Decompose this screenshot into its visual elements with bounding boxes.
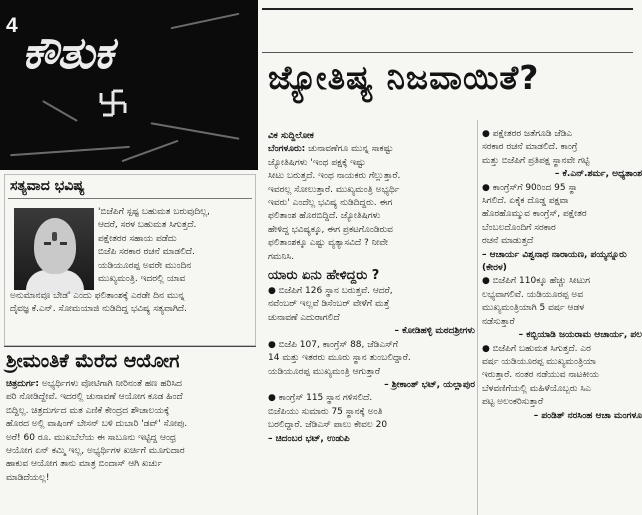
prediction-byline: – ಕಬ್ಬಿಯಾಡಿ ಜಯರಾಮ ಆಚಾರ್ಯ, ಪಲ [518,330,642,341]
top-rule [262,8,633,10]
prediction-item: ● ಬಿಜೆಪಿ 107, ಕಾಂಗ್ರೆಸ್ 88, ಜೆಡಿಎಸ್‌ಗೆ 14 ಮತ್ತು ಇತರರು ಮೂರು ಸ್ಥಾನ ತುಂಬಲಿದ್ದಾರೆ. ಯಡಿಯೂರಪ್ಪ ಮುಖ್ಯಮಂತ್ರಿ ಆಗುತ್ತಾರೆ – ಶ್ರೀಕಾಂತ್ ಭಟ್, ಯಲ್ಲಾಪುರ [268,339,475,393]
article-right-column [482,128,642,423]
story-divider [4,346,256,347]
story-dateline: ಚಿತ್ರದುರ್ಗ: [6,379,40,389]
prediction-byline: – ಪಂಡಿತ್ ನರಸಿಂಹ ಆಚಾ ಮಂಗಳೂ [533,410,642,421]
prediction-text: 'ಬಿಜೆಪಿಗೆ ಸ್ಪಷ್ಟ ಬಹುಮತ ಬರುವುದಿಲ್ಲ, ಆದರೆ, ಸರಳ ಬಹುಮತ ಸಿಗುತ್ತದೆ. ಪಕ್ಷೇತರರ ಸಹಾಯ ಪಡೆದು ಬಿಜೆಪಿ ಸರಕಾರ ರಚನೆ ಮಾಡಲಿದೆ. ಯಡಿಯೂರಪ್ಪ ಅವರೇ ಮುಂದಿನ ಮುಖ್ಯಮಂತ್ರಿ. ಇದರಲ್ಲಿ ಯಾವ [98,207,210,285]
prediction-rule [8,198,252,199]
reporter-credit: ವಿಕ ಸುದ್ದಿಲೋಕ [268,131,314,141]
section-masthead [0,0,258,170]
prediction-item: ● ಬಿಜೆಪಿಗೆ ಬಹುಮತ ಸಿಗುತ್ತದೆ. ಎರ ವರ್ಷ ಯಡಿಯೂರಪ್ಪ ಮುಖ್ಯಮಂತ್ರಿಯಾ ಇರುತ್ತಾರೆ. ನಂತರ ನಡೆಯುವ ನಾಟಕೀಯ ಬೆಳವಣಿಗೆಯಲ್ಲಿ ಮಹಿಳೆಯೊಬ್ಬರು ಸಿಎ ಪಟ್ಟ ಅಲಂಕರಿಸುತ್ತಾರೆ – ಪಂಡಿತ್ ನರಸಿಂಹ ಆಚಾ ಮಂಗಳೂ [482,343,642,423]
page-number: 4 [6,14,18,37]
article-middle-column: ವಿಕ ಸುದ್ದಿಲೋಕ ಬೆಂಗಳೂರು: ಚುನಾವಣೆಗೂ ಮುನ್ನ ಸಾಕಷ್ಟು ಜ್ಯೋತಿಷಿಗಳು 'ಇಂಥ ಪಕ್ಷಕ್ಕೆ ಇಷ್ಟು ಸೀಟು ಬರುತ್ತದೆ. ಇಂಥ ನಾಯಕರು ಗೆಲ್ಲುತ್ತಾರೆ. ಇವರಲ್ಲ ಸೋಲುತ್ತಾರೆ. ಮುಖ್ಯಮಂತ್ರಿ ಅಭ್ಯರ್ಥಿ ಇವರು' ಎಂದೆಲ್ಲ ಭವಿಷ್ಯ ನುಡಿದಿದ್ದರು. ಈಗ ಫಲಿತಾಂಶ ಹೊರಬಿದ್ದಿದೆ. ಜ್ಯೋತಿಷಿಗಳು ಹೇಳಿದ್ದ ಭವಿಷ್ಯಕ್ಕೂ, ಈಗ ಪ್ರಕಟಗೊಂಡಿರುವ ಫಲಿತಾಂಶಕ್ಕೂ ಎಷ್ಟು ವ್ಯತ್ಯಾಸವಿದೆ ? ನೀವೇ ಗಮನಿಸಿ. ಯಾರು ಏನು ಹೇಳಿದ್ದರು ? ● ಬಿಜೆಪಿಗೆ 126 ಸ್ಥಾನ ಬರುತ್ತವೆ. ಆದರೆ, ನವೆಂಬರ್ ಇಲ್ಲವೆ ಡಿಸೆಂಬರ್ ವೇಳೆಗೆ ಮತ್ತೆ ಚುನಾವಣೆ ಎದುರಾಗಲಿದೆ – ಕೋಡಿಹಳ್ಳಿ ಮಠದಶ್ರೀಗಳು ● ಬಿಜೆಪಿ 107, ಕಾಂಗ್ರೆಸ್ 88, ಜೆಡಿಎಸ್‌ಗೆ 14 ಮತ್ತು ಇತರರು ಮೂರು ಸ್ಥಾನ ತುಂಬಲಿದ್ದಾರೆ. ಯಡಿಯೂರಪ್ಪ ಮುಖ್ಯಮಂತ್ರಿ ಆಗುತ್ತಾರೆ – ಶ್ರೀಕಾಂತ್ ಭಟ್, ಯಲ್ಲಾಪುರ ● ಕಾಂಗ್ರೆಸ್ 115 ಸ್ಥಾನ ಗಳಿಸಲಿದೆ. ಬಿಜೆಪಿಯು ಸುಮಾರು 75 ಸ್ಥಾನಕ್ಕೆ ಅಂತಿ ಬರಲಿದ್ದಾರೆ. ಜೆಡಿಎಸ್ ಪಾಲು ಕೇವಲ 20 – ಚಿದಂಬರ ಭಟ್, ಉಡುಪಿ [268,130,475,446]
main-headline: ಜ್ಯೋತಿಷ್ಯ ನಿಜವಾಯಿತೆ? [268,58,540,97]
prediction-item: ● ಕಾಂಗ್ರೆಸ್ 115 ಸ್ಥಾನ ಗಳಿಸಲಿದೆ. ಬಿಜೆಪಿಯು ಸುಮಾರು 75 ಸ್ಥಾನಕ್ಕೆ ಅಂತಿ ಬರಲಿದ್ದಾರೆ. ಜೆಡಿಎಸ್ ಪಾಲು ಕೇವಲ 20 – ಚಿದಂಬರ ಭಟ್, ಉಡುಪಿ [268,392,475,446]
prediction-item: ● ಬಿಜೆಪಿಗೆ 126 ಸ್ಥಾನ ಬರುತ್ತವೆ. ಆದರೆ, ನವೆಂಬರ್ ಇಲ್ಲವೆ ಡಿಸೆಂಬರ್ ವೇಳೆಗೆ ಮತ್ತೆ ಚುನಾವಣೆ ಎದುರಾಗಲಿದೆ – ಕೋಡಿಹಳ್ಳಿ ಮಠದಶ್ರೀಗಳು [268,285,475,339]
prediction-byline: – ಕೆ.ಎನ್.ಶರ್ಮ, ಅಧ್ಯತಾಂಶ [554,169,642,180]
prediction-byline: – ಚಿದಂಬರ ಭಟ್, ಉಡುಪಿ [268,433,350,444]
prediction-item: ● ಬಿಜೆಪಿಗೆ 110ಕ್ಕೂ ಹೆಚ್ಚು ಸೀಟುಗ ಲಭ್ಯವಾಗಲಿವೆ. ಯಡಿಯೂರಪ್ಪ ಅವ ಮುಖ್ಯಮಂತ್ರಿಯಾಗಿ 5 ವರ್ಷ ಆಡಳ ನಡೆಸುತ್ತಾರೆ – ಕಬ್ಬಿಯಾಡಿ ಜಯರಾಮ ಆಚಾರ್ಯ, ಪಲ [482,275,642,342]
prediction-item: ● ಕಾಂಗ್ರೆಸ್‌ಗೆ 90ರಿಂದ 95 ಸ್ಥಾ ಸಿಗಲಿದೆ. ಏಕೈಕ ದೊಡ್ಡ ಪಕ್ಷವಾ ಹೊರಹೊಮ್ಮುವ ಕಾಂಗ್ರೆಸ್, ಪಕ್ಷೇತರ ಬೆಂಬಲದೊಂದಿಗೆ ಸರಕಾರ ರಚನೆ ಮಾಡುತ್ತದೆ – ಆಚಾರ್ಯ ವಿಶ್ವನಾಥ ನಾರಾಯಣ, ಪಯ್ಯನ್ನೂರು (ಕೇರಳ) [482,182,642,276]
story-headline: ಶ್ರೀಮಂತಿಕೆ ಮೆರೆದ ಆಯೋಗ [6,350,180,372]
predictions-subhead: ಯಾರು ಏನು ಹೇಳಿದ್ದರು ? [268,268,380,284]
prediction-byline: – ಕೋಡಿಹಳ್ಳಿ ಮಠದಶ್ರೀಗಳು [394,326,475,337]
story-body: ಚಿತ್ರದುರ್ಗ: ಅಭ್ಯರ್ಥಿಗಳು ವೋಟಿಗಾಗಿ ನೀರಿನಂತೆ ಹಣ ಹರಿಸಿದ ಪರಿ ನೋಡಿದ್ದೇವೆ. ಇದರಲ್ಲಿ ಚುನಾವಣೆ ಆಯೋಗ ಕೂಡ ಹಿಂದೆ ಬಿದ್ದಿಲ್ಲ. ಚಿತ್ರದುರ್ಗದ ಮತ ಎಣಿಕೆ ಕೇಂದ್ರದ ಶೌಚಾಲಯಕ್ಕೆ ಹೊರದ ಅಲ್ಲಿ ವಾಷಿಂಗ್ ಬೇಸನ್ ಬಳಿ ದುಬಾರಿ 'ಡವ್' ಸೋಪು. ಅರೆ! 60 ರೂ. ಮುಖಬೆಲೆಯ ಈ ಸಾಬೂನು ಇಟ್ಟಿದ್ದ ಆಂಧ್ರ ಆಯೋಗ ಏನ್ ಕಮ್ಮಿ ಇಲ್ಲ, ಅಭ್ಯರ್ಥಿಗಳ ಖರ್ಚಿಗೆ ಮೂಗುದಾರ ಹಾಕುವ ಆಯೋಗ ತಾನು ಮಾತ್ರ ಬಿಂದಾಸ್ ಆಗಿ ಖರ್ಚು ಮಾಡಿದೆಯಲ್ಲ! [6,379,188,483]
prediction-text-continued: ಅನುಮಾನವೂ ಬೇಡ' ಎಂದು ಫಲಿತಾಂಶಕ್ಕೆ ಎರಡೇ ದಿನ ಮುನ್ನ ದೈವಜ್ಞ ಕೆ.ಎನ್. ಸೋಮಯಾಜಿ ನುಡಿದಿದ್ದ ಭವಿಷ್ಯ ಸತ್ಯವಾಗಿದೆ. [10,291,187,315]
prediction-item: ● ಪಕ್ಷೇತರರ ಜತೆಗೂಡಿ ಜೆಡಿಎ ಸರಕಾರ ರಚನೆ ಮಾಡಲಿದೆ. ಕಾಂಗ್ರೆ ಮತ್ತು ಬಿಜೆಪಿಗೆ ಪ್ರತಿಪಕ್ಷ ಸ್ಥಾನವೇ ಗಟ್ಟಿ – ಕೆ.ಎನ್.ಶರ್ಮ, ಅಧ್ಯತಾಂಶ [482,128,642,182]
prediction-byline: – ಶ್ರೀಕಾಂತ್ ಭಟ್, ಯಲ್ಲಾಪುರ [384,379,475,390]
article-dateline: ಬೆಂಗಳೂರು: [268,144,306,155]
column-rule [477,120,478,515]
section-title: ಕೌತುಕ [22,28,113,79]
swastika-icon [98,88,128,118]
headline-rule [262,52,633,53]
prediction-heading: ಸತ್ಯವಾದ ಭವಿಷ್ಯ [10,178,85,194]
prediction-byline: – ಆಚಾರ್ಯ ವಿಶ್ವನಾಥ ನಾರಾಯಣ, ಪಯ್ಯನ್ನೂರು (ಕೇರಳ) [482,249,627,274]
astrologer-photo [14,208,94,290]
